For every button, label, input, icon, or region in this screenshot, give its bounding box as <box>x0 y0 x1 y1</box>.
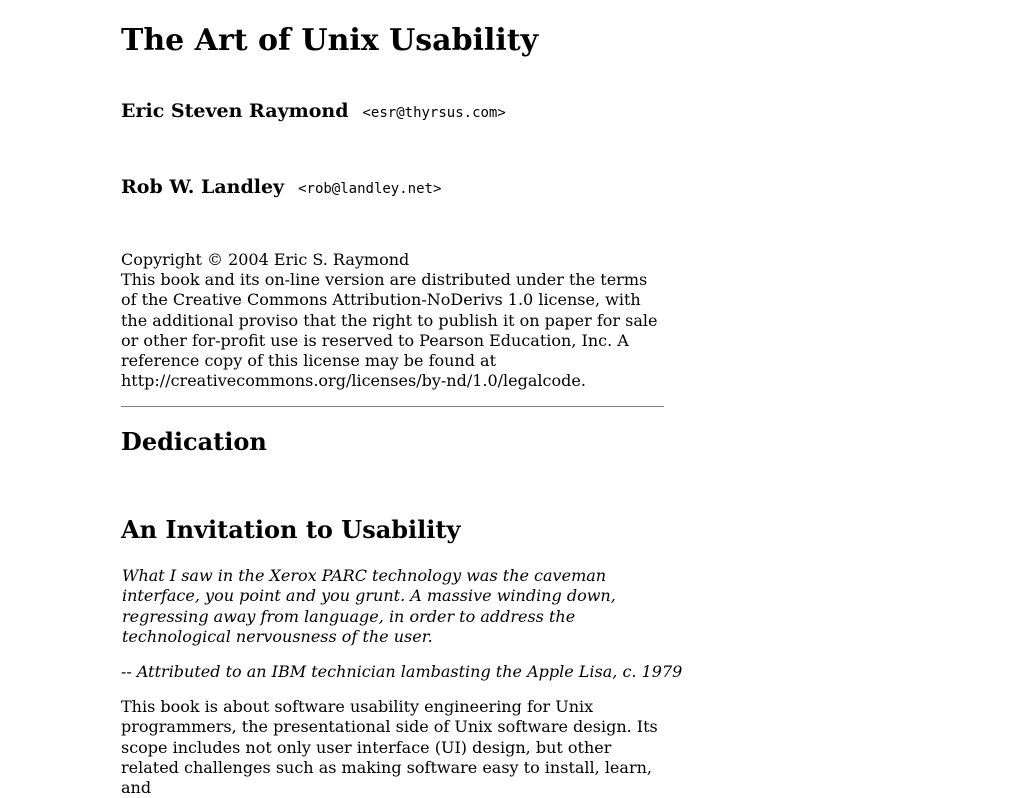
section-divider <box>121 406 664 407</box>
epigraph-attribution <box>121 662 682 682</box>
attribution-prefix: -- <box>121 662 137 681</box>
author-entry <box>121 174 441 202</box>
body-paragraph: This book is about software usability engineering for Unix programmers, the presentational side of Unix software design. Its scope includes not only user interface (UI) design, but other related challenges such as making software easy to install, learn, and <box>121 697 658 798</box>
invitation-heading: An Invitation to Usability <box>121 515 461 544</box>
license-paragraph: This book and its on-line version are distributed under the terms of the Creative Commons Attribution-NoDerivs 1.0 license, with the additional proviso that the right to publish it on paper for sale or other for-profit use is reserved to Pearson Education, Inc. A reference copy of this license may be found at http://creativecommons.org/licenses/by-nd/1.0/legalcode. <box>121 270 658 391</box>
author-email: <esr@thyrsus.com> <box>362 105 506 121</box>
page-title: The Art of Unix Usability <box>121 23 539 58</box>
copyright-notice: Copyright © 2004 Eric S. Raymond <box>121 250 410 269</box>
dedication-heading: Dedication <box>121 427 267 456</box>
author-email: <rob@landley.net> <box>298 181 442 197</box>
author-entry <box>121 98 506 126</box>
author-name: Rob W. Landley <box>121 176 285 198</box>
author-name: Eric Steven Raymond <box>121 100 349 122</box>
attribution-text: Attributed to an IBM technician lambasting the Apple Lisa, c. 1979 <box>136 662 683 681</box>
epigraph-quote: What I saw in the Xerox PARC technology was the caveman interface, you point and you grunt. A massive winding down, regressing away from language, in order to address the technological nervousness of the user. <box>122 566 616 646</box>
